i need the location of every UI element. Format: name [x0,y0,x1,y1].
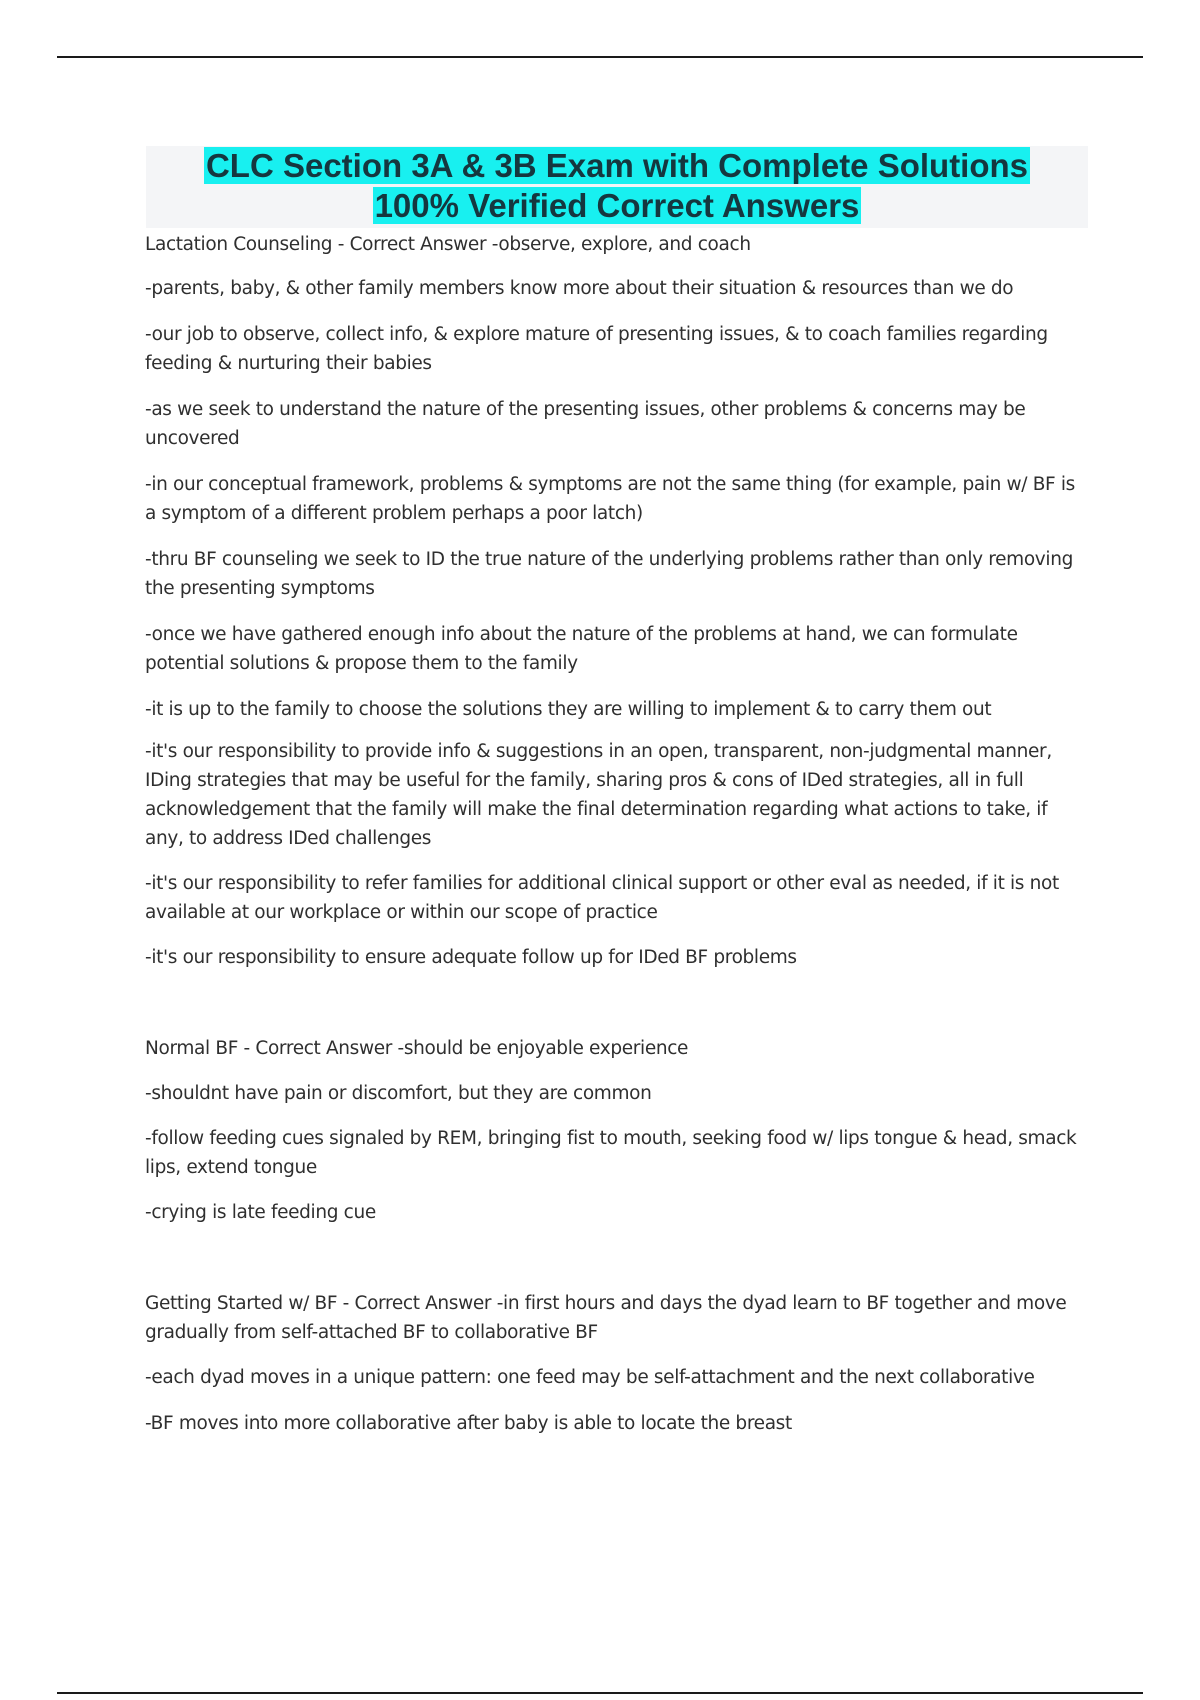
paragraph: -it's our responsibility to refer families for additional clinical support or other eval as needed, if it is not available at our workplace or within our scope of practice [145,873,1059,923]
document-body [145,230,1090,1438]
paragraph: -shouldnt have pain or discomfort, but they are common [145,1083,652,1104]
paragraph: -thru BF counseling we seek to ID the true nature of the underlying problems rather than only removing the presenting symptoms [145,549,1073,599]
header-rule [57,56,1143,58]
paragraph: -it's our responsibility to ensure adequate follow up for IDed BF problems [145,947,797,968]
paragraph: -it is up to the family to choose the solutions they are willing to implement & to carry them out [145,699,992,720]
document-title [146,146,1088,228]
section-heading-lactation-counseling: Lactation Counseling - Correct Answer -observe, explore, and coach [145,234,751,255]
footer-rule [57,1692,1143,1694]
paragraph: -crying is late feeding cue [145,1202,376,1223]
paragraph: -it's our responsibility to provide info & suggestions in an open, transparent, non-judgmental manner, IDing strategies that may be useful for the family, sharing pros & cons of IDed strategies, all in full acknowledgement that the family will make the final determination regarding what actions to take, if any, to address IDed challenges [145,741,1052,849]
paragraph: -parents, baby, & other family members know more about their situation & resources than we do [145,278,1014,299]
title-line-1: CLC Section 3A & 3B Exam with Complete Solutions [205,147,1029,184]
paragraph: -BF moves into more collaborative after baby is able to locate the breast [145,1413,792,1434]
paragraph: -each dyad moves in a unique pattern: one feed may be self-attachment and the next collaborative [145,1367,1035,1388]
title-line-2: 100% Verified Correct Answers [374,187,860,224]
section-heading-normal-bf: Normal BF - Correct Answer -should be enjoyable experience [145,1038,689,1059]
section-heading-getting-started: Getting Started w/ BF - Correct Answer -in first hours and days the dyad learn to BF together and move gradually from self-attached BF to collaborative BF [145,1293,1067,1343]
paragraph: -in our conceptual framework, problems & symptoms are not the same thing (for example, pain w/ BF is a symptom of a different problem perhaps a poor latch) [145,474,1075,524]
paragraph: -as we seek to understand the nature of the presenting issues, other problems & concerns may be uncovered [145,399,1026,449]
paragraph: -our job to observe, collect info, & explore mature of presenting issues, & to coach families regarding feeding & nurturing their babies [145,324,1048,374]
paragraph: -follow feeding cues signaled by REM, bringing fist to mouth, seeking food w/ lips tongue & head, smack lips, extend tongue [145,1128,1077,1178]
paragraph: -once we have gathered enough info about the nature of the problems at hand, we can formulate potential solutions & propose them to the family [145,624,1018,674]
